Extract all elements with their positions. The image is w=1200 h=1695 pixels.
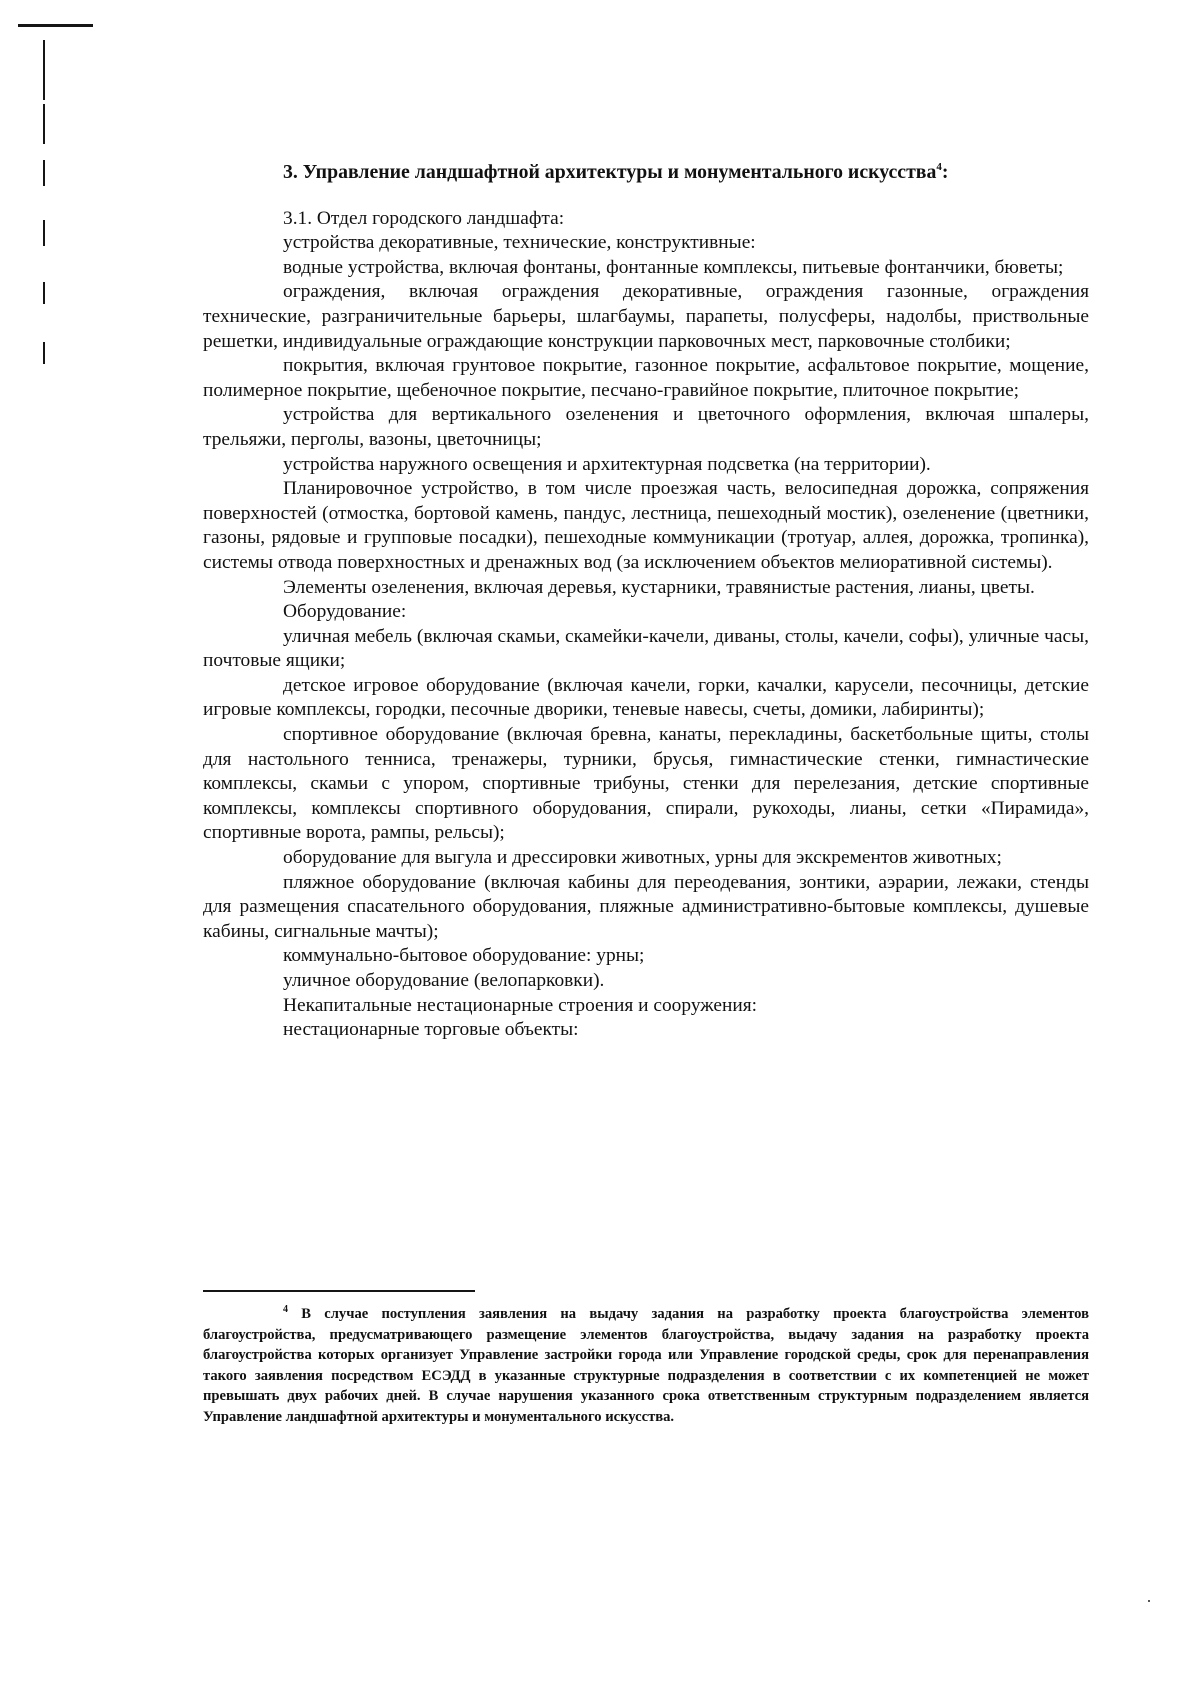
section-heading — [283, 160, 1089, 185]
paragraph: спортивное оборудование (включая бревна, канаты, перекладины, баскетбольные щиты, столы для настольного тенниса, тренажеры, турники, брусья, гимнастические стенки, гимнастические комплексы, скамьи с упором, спортивные трибуны, стенки для перелезания, детские спортивные комплексы, комплексы спортивного оборудования, спирали, рукоходы, лианы, сетки «Пирамида», спортивные ворота, рампы, рельсы); — [203, 724, 1089, 844]
paragraph: коммунально-бытовое оборудование: урны; — [283, 945, 645, 967]
paragraph: нестационарные торговые объекты: — [283, 1019, 579, 1041]
footnote-reference: 4 — [936, 161, 942, 173]
paragraph: покрытия, включая грунтовое покрытие, газонное покрытие, асфальтовое покрытие, мощение, полимерное покрытие, щебеночное покрытие, песчано-гравийное покрытие, плиточное покрытие; — [203, 355, 1089, 401]
paragraph: уличная мебель (включая скамьи, скамейки-качели, диваны, столы, качели, софы), уличные часы, почтовые ящики; — [203, 625, 1089, 672]
footnote-text — [203, 1304, 1089, 1427]
footnote-marker: 4 — [283, 1304, 288, 1315]
scan-artifact-margin-line — [43, 160, 45, 186]
paragraph: детское игровое оборудование (включая качели, горки, качалки, карусели, песочницы, детские игровые комплексы, городки, песочные дворики, теневые навесы, счеты, домики, лабиринты); — [203, 674, 1089, 721]
paragraph: оборудование для выгула и дрессировки животных, урны для экскрементов животных; — [283, 847, 1002, 869]
paragraph: водные устройства, включая фонтаны, фонтанные комплексы, питьевые фонтанчики, бюветы; — [283, 256, 1064, 278]
scan-artifact-margin-line — [43, 40, 45, 100]
paragraph: Планировочное устройство, в том числе проезжая часть, велосипедная дорожка, сопряжения поверхностей (отмостка, бортовой камень, пандус, лестница, пешеходный мостик), озеленение (цветники, газоны, рядовые и групповые посадки), пешеходные коммуникации (тротуар, аллея, дорожка, тропинка), системы отвода поверхностных и дренажных вод (за исключением объектов мелиоративной системы). — [203, 478, 1089, 573]
paragraph: ограждения, включая ограждения декоративные, ограждения газонные, ограждения технические, разграничительные барьеры, шлагбаумы, парапеты, полусферы, надолбы, приствольные решетки, индивидуальные ограждающие конструкции парковочных мест, парковочные столбики; — [203, 281, 1089, 352]
scan-artifact-margin-line — [43, 282, 45, 304]
paragraph: устройства наружного освещения и архитектурная подсветка (на территории). — [283, 453, 931, 475]
paragraph: Оборудование: — [283, 601, 407, 623]
paragraph: Элементы озеленения, включая деревья, кустарники, травянистые растения, лианы, цветы. — [283, 576, 1035, 598]
paragraph: уличное оборудование (велопарковки). — [283, 970, 605, 991]
scan-artifact-dot — [1148, 1600, 1150, 1602]
scan-artifact-margin-line — [43, 104, 45, 144]
paragraph: устройства для вертикального озеленения и цветочного оформления, включая шпалеры, трельяжи, перголы, вазоны, цветочницы; — [203, 404, 1089, 450]
scan-artifact-margin-line — [43, 220, 45, 246]
paragraph: пляжное оборудование (включая кабины для переодевания, зонтики, аэрарии, лежаки, стенды для размещения спасательного оборудования, пляжные административно-бытовые комплексы, душевые кабины, сигнальные мачты); — [203, 871, 1089, 942]
footnote-body: В случае поступления заявления на выдачу задания на разработку проекта благоустройства элементов благоустройства, предусматривающего размещение элементов благоустройства, выдачу задания на разработку проекта благоустройства которых организует Управление застройки города или Управление городской среды, срок для перенаправления такого заявления посредством ЕСЭДД в указанные структурные подразделения в соответствии с их компетенцией не может превышать двух рабочих дней. В случае нарушения указанного срока ответственным структурным подразделением является Управление ландшафтной архитектуры и монументального искусства. — [203, 1306, 1089, 1425]
subsection-title: 3.1. Отдел городского ландшафта: — [283, 207, 565, 229]
section-heading-text: 3. Управление ландшафтной архитектуры и монументального искусства — [283, 161, 937, 183]
scan-artifact-margin-line — [43, 342, 45, 364]
document-body — [203, 160, 1089, 1043]
footnote-section — [203, 1290, 1089, 1427]
footnote-separator — [203, 1290, 475, 1292]
section-heading-suffix: : — [941, 161, 949, 183]
paragraph: Некапитальные нестационарные строения и сооружения: — [283, 994, 758, 1016]
paragraph: устройства декоративные, технические, конструктивные: — [283, 232, 756, 254]
scan-artifact-top-rule — [18, 24, 93, 27]
